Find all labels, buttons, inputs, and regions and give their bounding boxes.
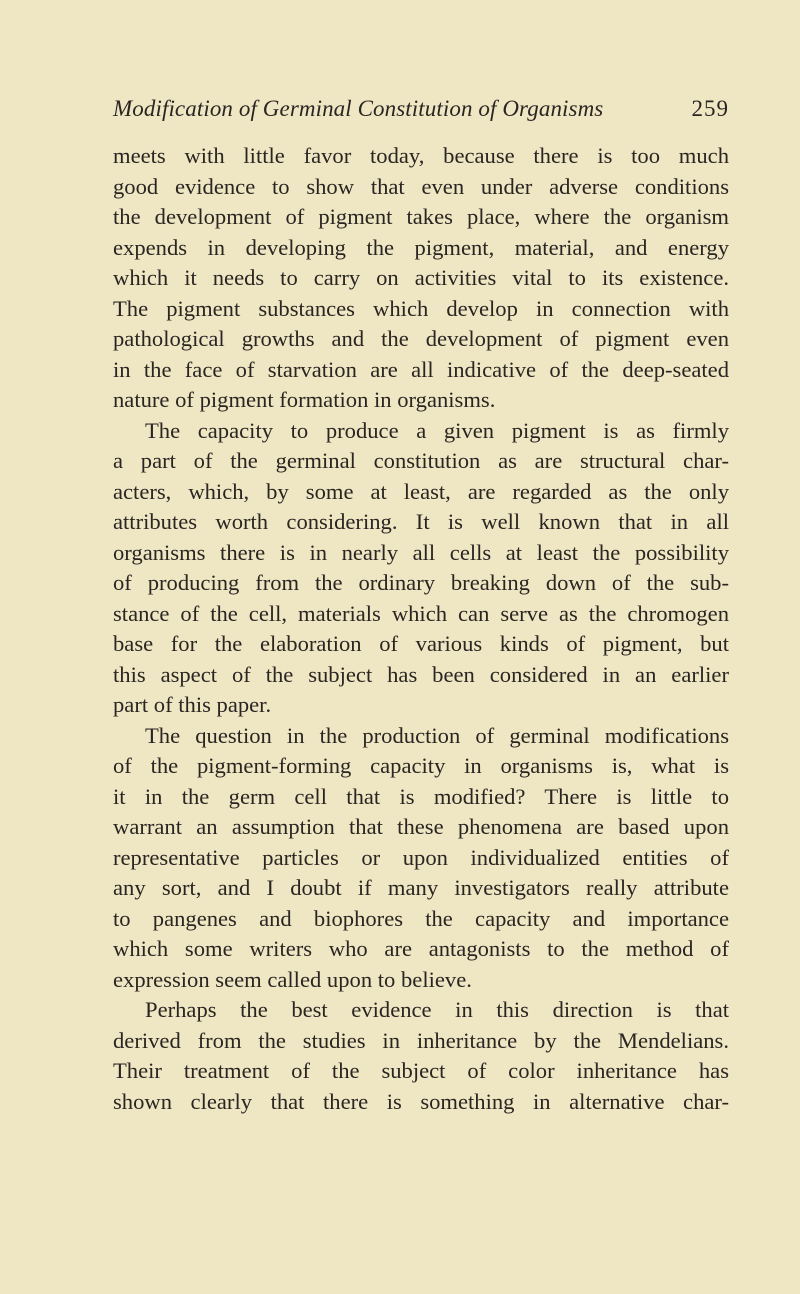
text-line: organisms there is in nearly all cells at least the possibility	[113, 539, 729, 565]
text-line: attributes worth considering. It is well known that in all	[113, 509, 729, 534]
text-line: shown clearly that there is something in alternative char-	[113, 1088, 729, 1114]
text-line: which it needs to carry on activities vital to its existence.	[113, 265, 729, 290]
paragraph-first-line: The question in the production of germinal modifications	[145, 722, 729, 748]
body-text	[113, 141, 729, 1117]
text-line: of the pigment-forming capacity in organisms is, what is	[113, 753, 729, 778]
text-line: pathological growths and the development of pigment even	[113, 326, 729, 351]
text-line: any sort, and I doubt if many investigators really attribute	[113, 875, 729, 900]
text-line: stance of the cell, materials which can serve as the chromogen	[113, 600, 729, 626]
page-number: 259	[691, 96, 729, 121]
paragraph-last-line: expression seem called upon to believe.	[113, 966, 472, 992]
text-line: expends in developing the pigment, material, and energy	[113, 234, 729, 260]
text-line: base for the elaboration of various kinds of pigment, but	[113, 631, 729, 656]
running-title: Modification of Germinal Constitution of Organisms	[113, 96, 604, 121]
text-line: to pangenes and biophores the capacity and importance	[113, 905, 729, 931]
text-line: Their treatment of the subject of color inheritance has	[113, 1058, 729, 1083]
text-line: the development of pigment takes place, where the organism	[113, 204, 729, 229]
text-line: meets with little favor today, because there is too much	[113, 143, 729, 168]
text-line: good evidence to show that even under adverse conditions	[113, 173, 729, 199]
text-line: a part of the germinal constitution as are structural char-	[113, 448, 729, 473]
text-line: in the face of starvation are all indicative of the deep-seated	[113, 356, 729, 382]
text-line: warrant an assumption that these phenomena are based upon	[113, 814, 729, 839]
paragraph-last-line: part of this paper.	[113, 692, 272, 717]
text-line: The pigment substances which develop in connection with	[113, 295, 729, 321]
text-line: which some writers who are antagonists to the method of	[113, 936, 729, 961]
text-line: it in the germ cell that is modified? There is little to	[113, 783, 729, 809]
running-header	[113, 96, 729, 132]
paragraph-last-line: nature of pigment formation in organisms.	[113, 387, 496, 412]
text-line: derived from the studies in inheritance by the Mendelians.	[113, 1027, 729, 1053]
text-line: of producing from the ordinary breaking down of the sub-	[113, 570, 729, 595]
text-line: representative particles or upon individualized entities of	[113, 844, 729, 870]
paragraph-first-line: Perhaps the best evidence in this direction is that	[145, 997, 729, 1022]
paragraph-first-line: The capacity to produce a given pigment is as firmly	[145, 417, 729, 443]
text-line: acters, which, by some at least, are regarded as the only	[113, 478, 729, 504]
text-line: this aspect of the subject has been considered in an earlier	[113, 661, 729, 687]
